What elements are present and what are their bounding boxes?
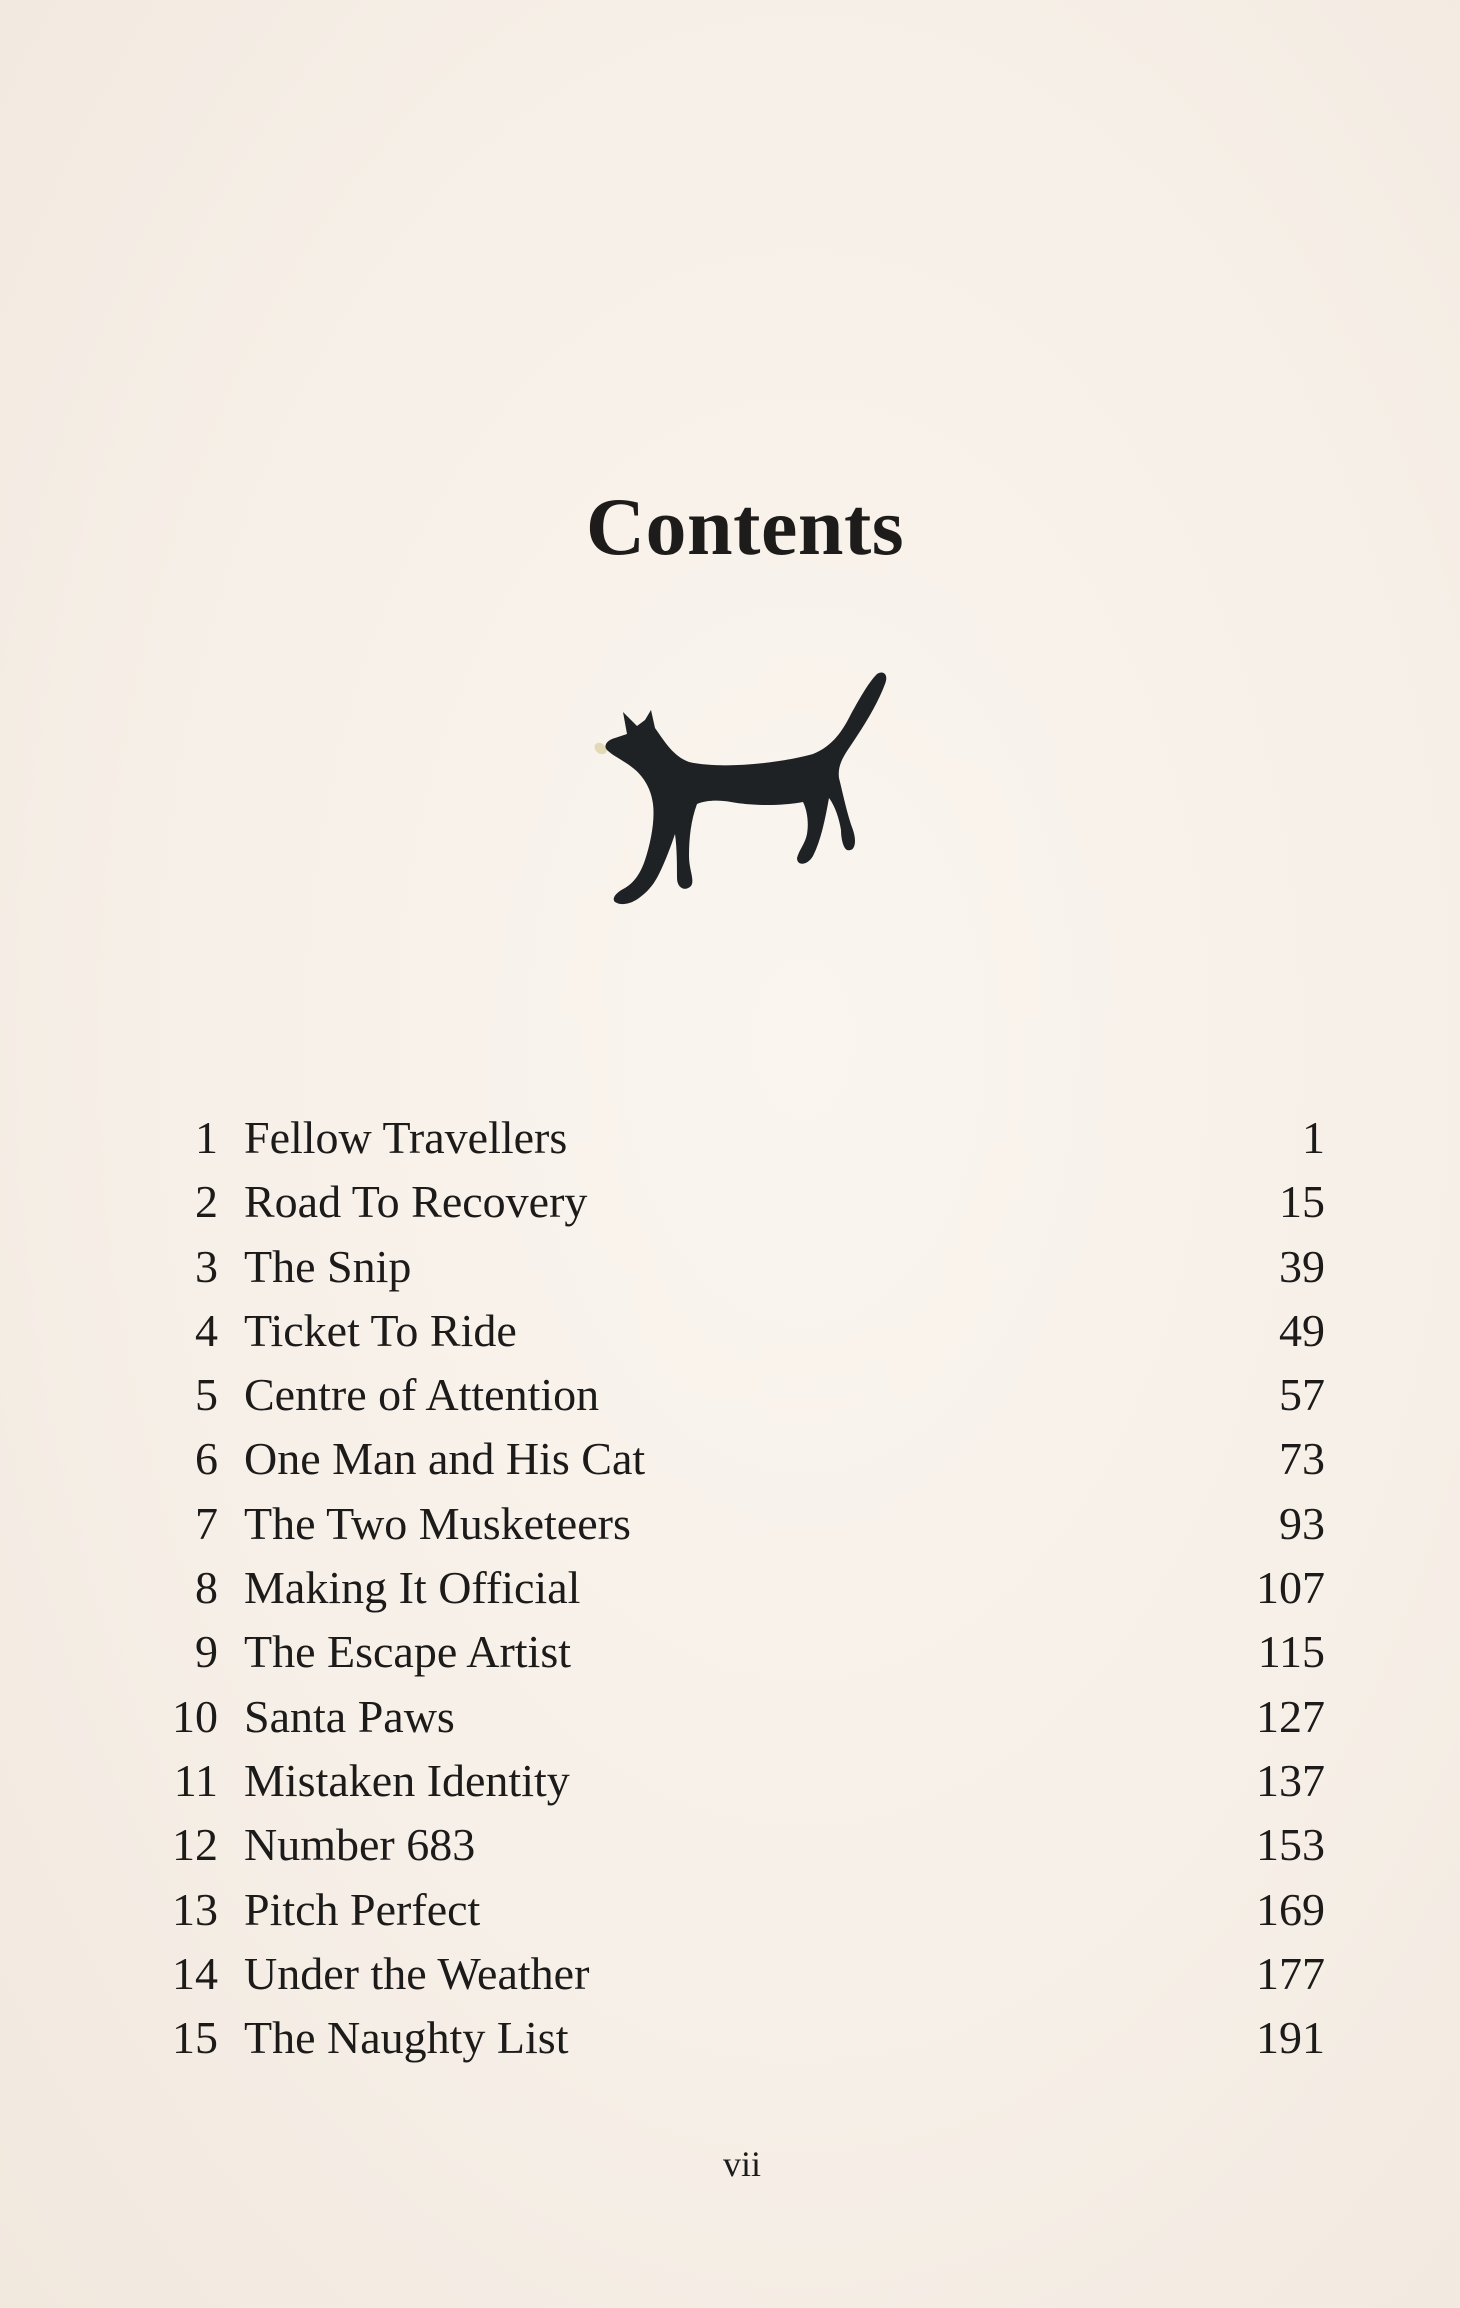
chapter-title: The Snip <box>244 1240 412 1292</box>
toc-entry <box>150 1235 1325 1299</box>
chapter-title: Fellow Travellers <box>244 1112 568 1163</box>
toc-entry <box>150 1427 1325 1491</box>
toc-entry <box>150 1492 1325 1556</box>
toc-entry <box>150 1170 1325 1234</box>
chapter-page: 115 <box>1257 1626 1325 1678</box>
chapter-page: 15 <box>1279 1176 1325 1228</box>
chapter-number: 13 <box>172 1883 218 1935</box>
chapter-number: 11 <box>173 1754 218 1806</box>
toc-entry <box>150 1620 1325 1684</box>
chapter-page: 93 <box>1279 1497 1325 1549</box>
chapter-title: Making It Official <box>244 1562 581 1614</box>
chapter-title: Under the Weather <box>244 1947 590 1999</box>
chapter-page: 39 <box>1279 1240 1325 1292</box>
chapter-number: 8 <box>195 1562 218 1614</box>
chapter-page: 127 <box>1256 1690 1325 1742</box>
chapter-title: Number 683 <box>244 1819 476 1871</box>
chapter-title: Ticket To Ride <box>244 1304 517 1356</box>
chapter-page: 177 <box>1256 1947 1325 1999</box>
chapter-number: 2 <box>195 1176 218 1228</box>
toc-entry <box>150 1299 1325 1363</box>
chapter-page: 107 <box>1256 1562 1325 1614</box>
chapter-page: 137 <box>1256 1754 1325 1806</box>
chapter-number: 5 <box>195 1369 218 1421</box>
chapter-page: 153 <box>1256 1819 1325 1871</box>
chapter-number: 10 <box>172 1690 218 1742</box>
chapter-page: 169 <box>1256 1883 1325 1935</box>
chapter-number: 9 <box>195 1626 218 1678</box>
chapter-title: Mistaken Identity <box>244 1754 570 1806</box>
toc-entry <box>150 1749 1325 1813</box>
page-number: vii <box>722 2144 761 2184</box>
toc-entry <box>150 1813 1325 1877</box>
page-title: Contents <box>585 480 905 572</box>
table-of-contents <box>150 1106 1325 2070</box>
chapter-number: 4 <box>195 1304 218 1356</box>
chapter-number: 12 <box>172 1819 218 1871</box>
toc-entry <box>150 1685 1325 1749</box>
chapter-page: 191 <box>1256 2012 1325 2064</box>
chapter-number: 14 <box>172 1947 218 1999</box>
chapter-number: 6 <box>195 1433 218 1485</box>
chapter-number: 3 <box>195 1240 218 1292</box>
chapter-title: Centre of Attention <box>244 1369 600 1421</box>
chapter-title: Pitch Perfect <box>244 1883 481 1935</box>
chapter-page: 73 <box>1279 1433 1325 1485</box>
chapter-title: One Man and His Cat <box>244 1433 646 1485</box>
black-cat-silhouette-icon <box>585 670 915 950</box>
chapter-title: Road To Recovery <box>244 1176 588 1228</box>
chapter-page: 49 <box>1279 1304 1325 1356</box>
chapter-title: Santa Paws <box>244 1690 455 1742</box>
toc-entry <box>150 1878 1325 1942</box>
chapter-number: 7 <box>195 1497 218 1549</box>
chapter-number: 1 <box>195 1112 218 1163</box>
toc-entry <box>150 2006 1325 2070</box>
toc-entry <box>150 1106 1325 1170</box>
toc-entry <box>150 1942 1325 2006</box>
chapter-page: 1 <box>1302 1112 1325 1163</box>
chapter-number: 15 <box>172 2012 218 2064</box>
chapter-title: The Naughty List <box>244 2012 569 2064</box>
toc-entry <box>150 1363 1325 1427</box>
toc-entry <box>150 1556 1325 1620</box>
chapter-title: The Escape Artist <box>244 1626 572 1678</box>
chapter-page: 57 <box>1279 1369 1325 1421</box>
chapter-title: The Two Musketeers <box>244 1497 631 1549</box>
